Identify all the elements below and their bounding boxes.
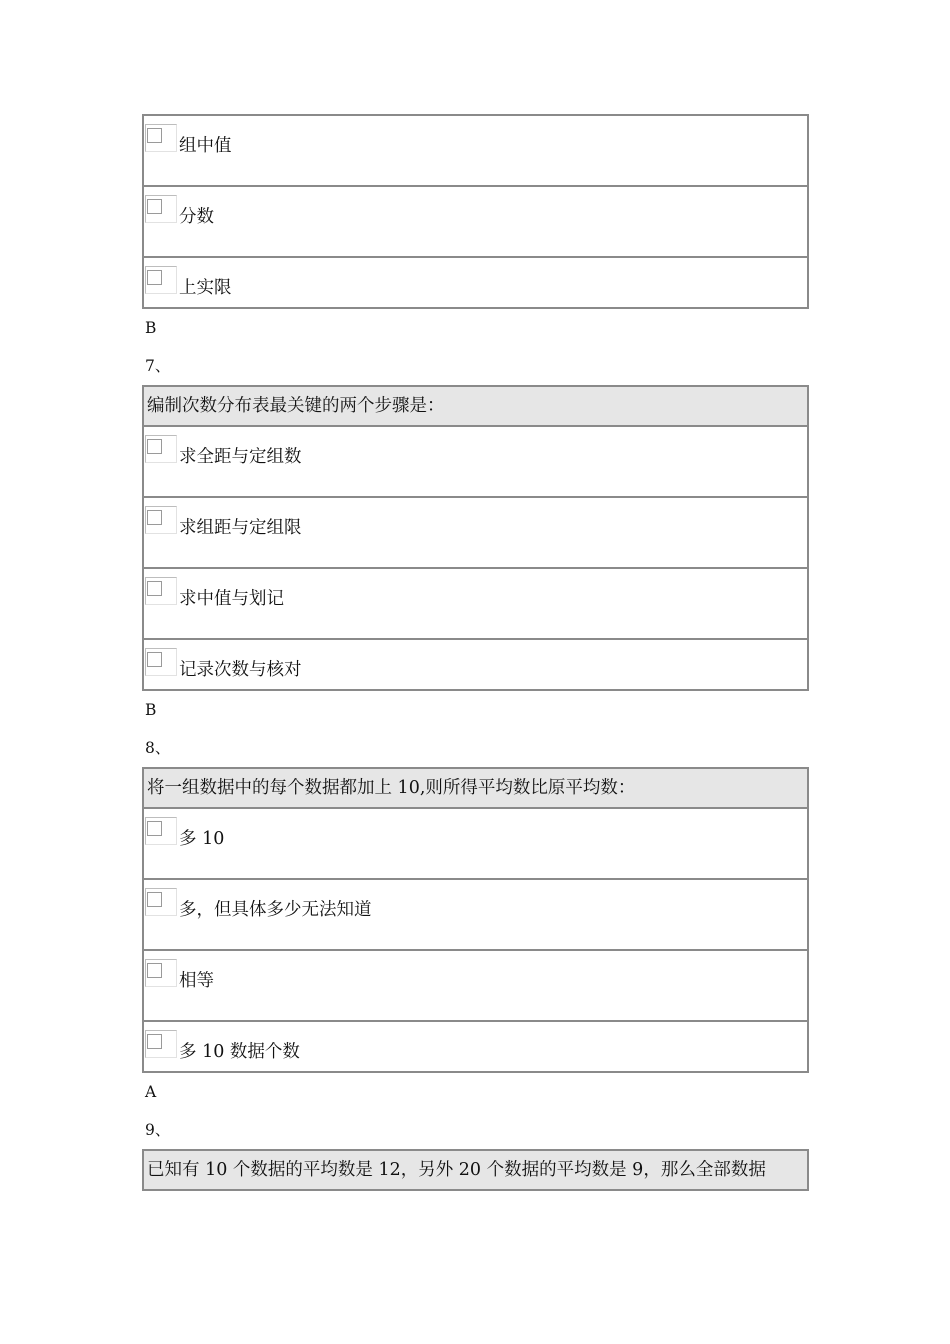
option-row[interactable]: [144, 116, 807, 187]
option-label: 求组距与定组限: [179, 518, 302, 538]
question-6-options-table: [142, 114, 809, 309]
option-row[interactable]: [144, 427, 807, 498]
checkbox-icon[interactable]: [145, 506, 177, 534]
question-text: 编制次数分布表最关键的两个步骤是：: [144, 387, 807, 427]
question-text: 已知有 10 个数据的平均数是 12，另外 20 个数据的平均数是 9，那么全部数据: [144, 1151, 807, 1189]
option-row[interactable]: [144, 1022, 807, 1071]
checkbox-icon[interactable]: [145, 266, 177, 294]
question-number: 8、: [145, 739, 171, 757]
option-label: 求全距与定组数: [179, 447, 302, 467]
checkbox-icon[interactable]: [145, 817, 177, 845]
question-9-table: [142, 1149, 809, 1191]
option-row[interactable]: [144, 258, 807, 307]
option-label: 多 10: [179, 829, 225, 849]
answer-text: B: [145, 319, 157, 337]
option-row[interactable]: [144, 187, 807, 258]
question-number: 7、: [145, 357, 171, 375]
option-label: 相等: [179, 971, 214, 991]
option-row[interactable]: [144, 880, 807, 951]
answer-text: B: [145, 701, 157, 719]
checkbox-icon[interactable]: [145, 195, 177, 223]
answer-text: A: [145, 1083, 157, 1101]
question-8-table: [142, 767, 809, 1073]
option-row[interactable]: [144, 951, 807, 1022]
option-row[interactable]: [144, 809, 807, 880]
checkbox-icon[interactable]: [145, 577, 177, 605]
question-7-table: [142, 385, 809, 691]
document-page: [142, 114, 809, 1191]
option-label: 求中值与划记: [179, 589, 284, 609]
question-text: 将一组数据中的每个数据都加上 10,则所得平均数比原平均数：: [144, 769, 807, 809]
checkbox-icon[interactable]: [145, 959, 177, 987]
option-row[interactable]: [144, 569, 807, 640]
option-label: 分数: [179, 207, 214, 227]
option-label: 组中值: [179, 136, 232, 156]
option-label: 上实限: [179, 278, 232, 298]
checkbox-icon[interactable]: [145, 435, 177, 463]
checkbox-icon[interactable]: [145, 648, 177, 676]
option-row[interactable]: [144, 498, 807, 569]
option-label: 多 10 数据个数: [179, 1042, 300, 1062]
checkbox-icon[interactable]: [145, 1030, 177, 1058]
question-number: 9、: [145, 1121, 171, 1139]
option-label: 记录次数与核对: [179, 660, 302, 680]
checkbox-icon[interactable]: [145, 888, 177, 916]
option-row[interactable]: [144, 640, 807, 689]
checkbox-icon[interactable]: [145, 124, 177, 152]
option-label: 多，但具体多少无法知道: [179, 900, 372, 920]
